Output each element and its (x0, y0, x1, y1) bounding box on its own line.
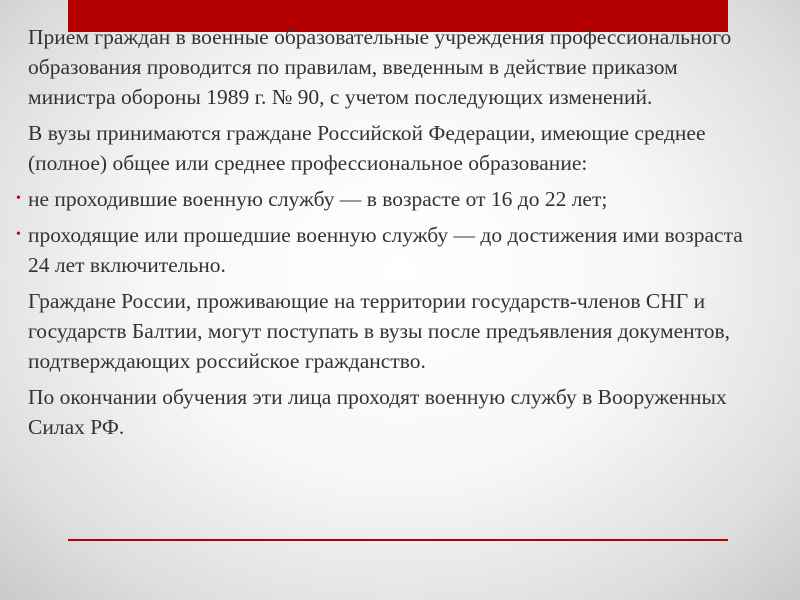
paragraph-service-after-training (0, 382, 800, 442)
bottom-accent-rule (68, 539, 728, 541)
paragraph-text: В вузы принимаются граждане Российской Федерации, имеющие среднее (полное) общее или среднее профессиональное образование: (28, 121, 706, 175)
paragraph-admission-rules (0, 22, 800, 112)
paragraph-cis-citizens (0, 286, 800, 376)
paragraph-text: По окончании обучения эти лица проходят военную службу в Вооруженных Силах РФ. (28, 385, 727, 439)
bullet-item-serving (0, 220, 800, 280)
paragraph-eligibility (0, 118, 800, 178)
bullet-icon: • (16, 227, 21, 242)
bullet-icon: • (16, 191, 21, 206)
bullet-item-not-served (0, 184, 800, 214)
paragraph-text: Прием граждан в военные образовательные учреждения профессионального образования проводится по правилам, введенным в действие приказом министра обороны 1989 г. № 90, с учетом последующих изменений. (28, 25, 732, 109)
slide-body (0, 22, 800, 448)
bullet-text: проходящие или прошедшие военную службу — до достижения ими возраста 24 лет включительно. (28, 223, 743, 277)
paragraph-text: Граждане России, проживающие на территории государств-членов СНГ и государств Балтии, могут поступать в вузы после предъявления документов, подтверждающих российское гражданство. (28, 289, 731, 373)
bullet-text: не проходившие военную службу — в возрасте от 16 до 22 лет; (28, 187, 608, 211)
